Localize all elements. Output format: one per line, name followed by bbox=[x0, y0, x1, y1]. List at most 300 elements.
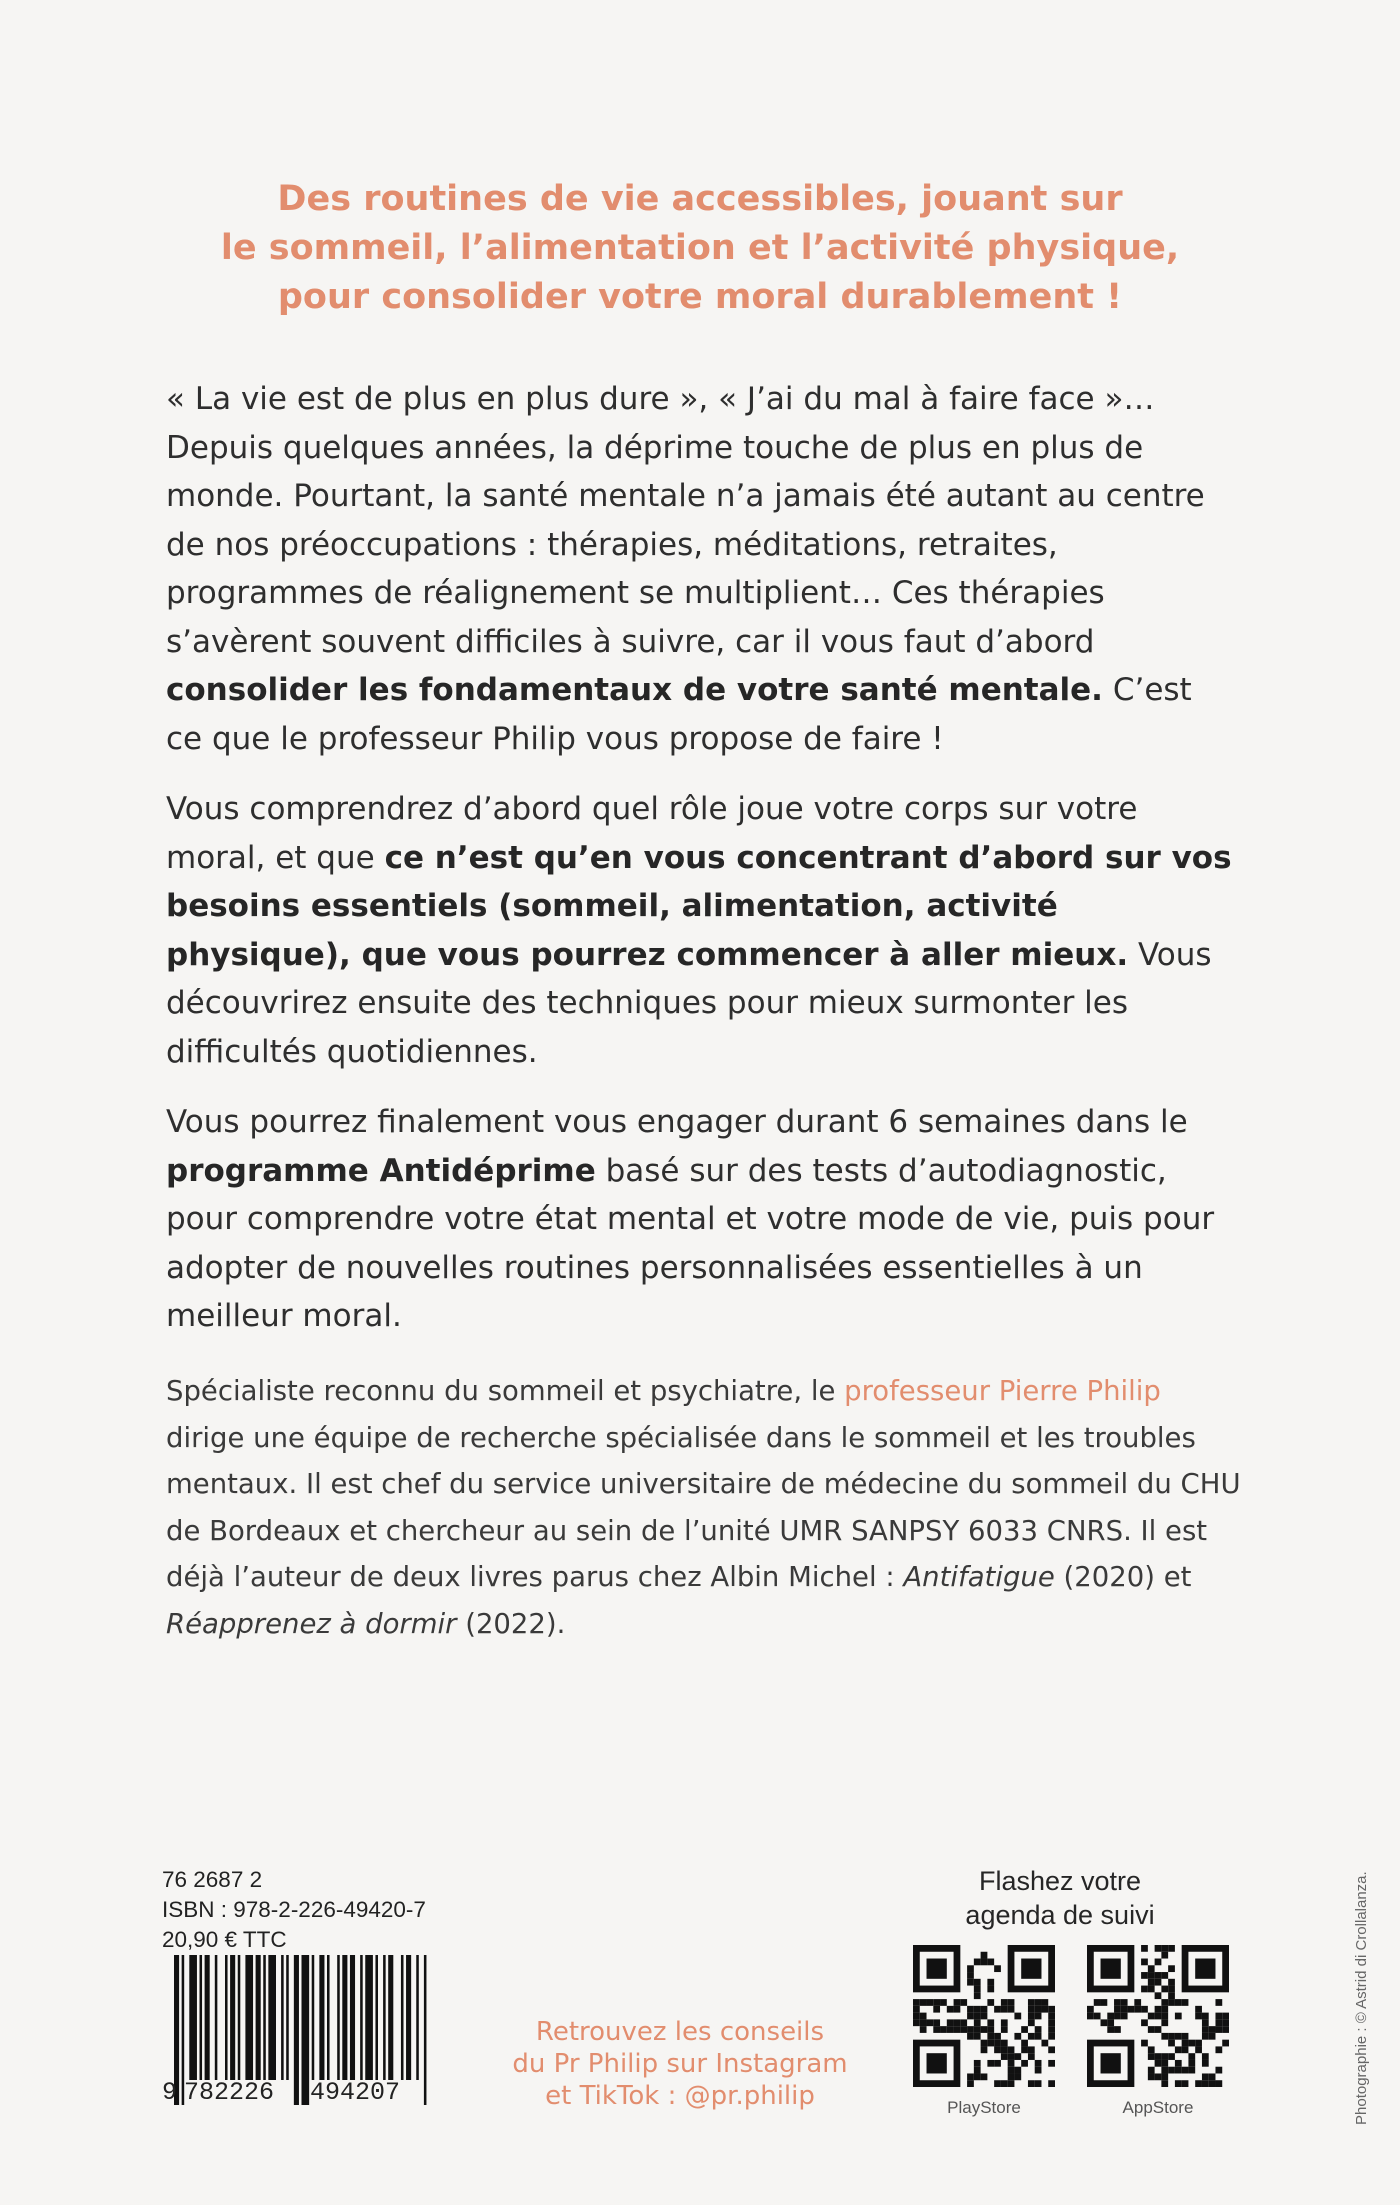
barcode-bar bbox=[225, 1955, 228, 2080]
qr-module bbox=[1161, 2033, 1168, 2040]
social-callout bbox=[475, 2016, 885, 2112]
qr-module bbox=[1161, 2013, 1168, 2020]
qr-module bbox=[1141, 1972, 1148, 1979]
qr-module bbox=[1161, 1945, 1168, 1952]
qr-module bbox=[1175, 2080, 1182, 2087]
qr-module bbox=[920, 2019, 927, 2026]
qr-module bbox=[1121, 2006, 1128, 2013]
barcode-bar bbox=[365, 1955, 373, 2080]
qr-module bbox=[947, 2026, 954, 2033]
barcode-bar bbox=[189, 1955, 197, 2080]
qr-module bbox=[994, 2006, 1001, 2013]
paragraph-3-text-a: Vous pourrez finalement vous engager durant 6 semaines dans le bbox=[166, 1104, 1188, 1140]
qr-module bbox=[1209, 2033, 1216, 2040]
qr-module bbox=[1155, 2013, 1162, 2020]
qr-module bbox=[974, 2033, 981, 2040]
barcode-digit-first: 9 bbox=[162, 2078, 178, 2107]
qr-module bbox=[913, 1999, 920, 2006]
qr-finder-inner bbox=[927, 2053, 947, 2073]
tagline-line-2: le sommeil, l’alimentation et l’activité physique, bbox=[220, 228, 1180, 268]
qr-module bbox=[994, 2040, 1001, 2047]
qr-module bbox=[960, 2019, 967, 2026]
qr-module bbox=[1188, 2060, 1195, 2067]
barcode-bar bbox=[416, 1955, 419, 2080]
qr-module bbox=[994, 2046, 1001, 2053]
qr-module bbox=[1028, 2006, 1035, 2013]
qr-module bbox=[1202, 2026, 1209, 2033]
qr-module bbox=[933, 2006, 940, 2013]
barcode-bar bbox=[238, 1955, 241, 2080]
barcode-bar bbox=[230, 1955, 235, 2080]
qr-module bbox=[1035, 2026, 1042, 2033]
qr-module bbox=[1182, 2080, 1189, 2087]
qr-module bbox=[967, 2006, 974, 2013]
qr-module bbox=[1008, 2073, 1015, 2080]
qr-module bbox=[1175, 2067, 1182, 2074]
qr-module bbox=[1001, 2080, 1008, 2087]
qr-module bbox=[1148, 2073, 1155, 2080]
qr-module bbox=[1134, 2006, 1141, 2013]
qr-module bbox=[1188, 2053, 1195, 2060]
qr-module bbox=[1195, 2013, 1202, 2020]
qr-module bbox=[974, 2019, 981, 2026]
qr-module bbox=[1035, 2080, 1042, 2087]
qr-module bbox=[1209, 2080, 1216, 2087]
qr-module bbox=[1202, 2019, 1209, 2026]
barcode-bar bbox=[200, 1955, 203, 2080]
qr-module bbox=[1202, 2033, 1209, 2040]
barcode-bar bbox=[281, 1955, 284, 2080]
qr-finder-inner bbox=[1101, 2053, 1121, 2073]
barcode-group-left: 782226 bbox=[184, 2078, 275, 2107]
barcode-bar bbox=[215, 1955, 218, 2080]
qr-module bbox=[1028, 2053, 1035, 2060]
qr-module bbox=[981, 1952, 988, 1959]
qr-module bbox=[1215, 1999, 1222, 2006]
qr-module bbox=[974, 2013, 981, 2020]
qr-module bbox=[1182, 2040, 1189, 2047]
social-line-2: du Pr Philip sur Instagram bbox=[512, 2049, 848, 2079]
barcode-bar bbox=[375, 1955, 378, 2080]
qr-module bbox=[1008, 2006, 1015, 2013]
barcode-group-right: 494207 bbox=[310, 2078, 401, 2107]
qr-module bbox=[1114, 2013, 1121, 2020]
qr-module bbox=[1182, 1999, 1189, 2006]
qr-module bbox=[1094, 1999, 1101, 2006]
qr-module bbox=[1141, 2006, 1148, 2013]
qr-module bbox=[1215, 2080, 1222, 2087]
paragraph-1-text-b: C’est ce que le professeur Philip vous propose de faire ! bbox=[166, 672, 1192, 757]
qr-module bbox=[1041, 2006, 1048, 2013]
qr-module bbox=[1087, 2006, 1094, 2013]
qr-module bbox=[1048, 2006, 1055, 2013]
qr-module bbox=[1021, 2060, 1028, 2067]
qr-module bbox=[967, 1979, 974, 1986]
qr-module bbox=[1209, 2026, 1216, 2033]
qr-module bbox=[967, 1972, 974, 1979]
barcode-bar bbox=[406, 1955, 411, 2080]
qr-module bbox=[1021, 2040, 1028, 2047]
qr-module bbox=[1134, 1999, 1141, 2006]
qr-module bbox=[1188, 2067, 1195, 2074]
qr-module bbox=[987, 1999, 994, 2006]
qr-module bbox=[1008, 1999, 1015, 2006]
qr-module bbox=[1195, 2046, 1202, 2053]
qr-module bbox=[1148, 2013, 1155, 2020]
qr-module bbox=[1215, 2046, 1222, 2053]
qr-module bbox=[1202, 2013, 1209, 2020]
qr-module bbox=[1107, 2013, 1114, 2020]
qr-module bbox=[1161, 1999, 1168, 2006]
qr-module bbox=[1182, 2067, 1189, 2074]
qr-module bbox=[920, 2026, 927, 2033]
qr-module bbox=[967, 1965, 974, 1972]
qr-module bbox=[1141, 2040, 1148, 2047]
qr-module bbox=[1001, 2026, 1008, 2033]
qr-module bbox=[1035, 1999, 1042, 2006]
paragraph-1-bold: consolider les fondamentaux de votre santé mentale. bbox=[166, 672, 1103, 708]
qr-module bbox=[1101, 2019, 1108, 2026]
qr-heading-line-1: Flashez votre bbox=[978, 1866, 1142, 1896]
barcode-bar bbox=[342, 1955, 347, 2080]
qr-module bbox=[974, 2067, 981, 2074]
qr-module bbox=[920, 1999, 927, 2006]
qr-module bbox=[1107, 2019, 1114, 2026]
qr-module bbox=[981, 2046, 988, 2053]
qr-module bbox=[1168, 2053, 1175, 2060]
qr-module bbox=[1161, 2019, 1168, 2026]
qr-module bbox=[1209, 2073, 1216, 2080]
qr-code-playstore[interactable] bbox=[913, 1945, 1055, 2087]
qr-code-appstore[interactable] bbox=[1087, 1945, 1229, 2087]
qr-module bbox=[981, 1959, 988, 1966]
qr-module bbox=[954, 1999, 961, 2006]
qr-module bbox=[1195, 2080, 1202, 2087]
qr-module bbox=[1161, 2006, 1168, 2013]
qr-module bbox=[967, 2073, 974, 2080]
bio-text-c: (2020) et bbox=[1054, 1561, 1192, 1593]
qr-module bbox=[981, 2026, 988, 2033]
qr-module bbox=[981, 2013, 988, 2020]
tagline-line-1: Des routines de vie accessibles, jouant sur bbox=[277, 179, 1123, 219]
qr-module bbox=[974, 1986, 981, 1993]
qr-module bbox=[981, 2073, 988, 2080]
qr-module bbox=[994, 2060, 1001, 2067]
qr-finder-inner bbox=[1101, 1959, 1121, 1979]
qr-module bbox=[974, 1992, 981, 1999]
qr-module bbox=[1141, 1945, 1148, 1952]
qr-module bbox=[1014, 2033, 1021, 2040]
qr-module bbox=[994, 1965, 1001, 1972]
barcode-bar bbox=[337, 1955, 340, 2080]
qr-label-appstore: AppStore bbox=[1122, 2098, 1194, 2117]
qr-module bbox=[1141, 1986, 1148, 1993]
qr-module bbox=[1168, 1999, 1175, 2006]
paragraph-3-bold: programme Antidéprime bbox=[166, 1152, 596, 1189]
qr-module bbox=[1155, 2053, 1162, 2060]
qr-module bbox=[1035, 2060, 1042, 2067]
barcode-bar bbox=[388, 1955, 393, 2080]
isbn: ISBN : 978-2-226-49420-7 bbox=[162, 1897, 426, 1922]
qr-module bbox=[954, 2019, 961, 2026]
bio-text-a: Spécialiste reconnu du sommeil et psychiatre, le bbox=[166, 1375, 845, 1407]
barcode-bar bbox=[268, 1955, 276, 2080]
tagline-line-3: pour consolider votre moral durablement ! bbox=[277, 277, 1123, 317]
author-bio bbox=[166, 1368, 1246, 1647]
qr-module bbox=[1168, 1992, 1175, 1999]
qr-module bbox=[1161, 1972, 1168, 1979]
qr-module bbox=[1035, 2006, 1042, 2013]
qr-module bbox=[927, 1999, 934, 2006]
qr-module bbox=[1168, 1965, 1175, 1972]
qr-module bbox=[1001, 2053, 1008, 2060]
qr-module bbox=[1008, 2060, 1015, 2067]
paragraph-2-text-a: Vous comprendrez d’abord quel rôle joue votre corps sur votre moral, et que bbox=[166, 791, 1138, 876]
qr-module bbox=[974, 1959, 981, 1966]
qr-module bbox=[947, 2006, 954, 2013]
qr-module bbox=[1048, 2026, 1055, 2033]
qr-module bbox=[1155, 1992, 1162, 1999]
qr-module bbox=[967, 2080, 974, 2087]
qr-module bbox=[1195, 2040, 1202, 2047]
qr-module bbox=[967, 2026, 974, 2033]
qr-module bbox=[1168, 2033, 1175, 2040]
barcode-number bbox=[162, 2078, 432, 2108]
bio-text-d: (2022). bbox=[456, 1607, 566, 1640]
qr-module bbox=[1168, 2067, 1175, 2074]
qr-module bbox=[913, 2019, 920, 2026]
qr-module bbox=[1168, 1986, 1175, 1993]
qr-module bbox=[1195, 2006, 1202, 2013]
qr-module bbox=[920, 2013, 927, 2020]
qr-module bbox=[1175, 2013, 1182, 2020]
qr-module bbox=[913, 2006, 920, 2013]
qr-module bbox=[974, 2026, 981, 2033]
blurb bbox=[166, 375, 1236, 1363]
qr-module bbox=[994, 2080, 1001, 2087]
qr-module bbox=[1028, 1999, 1035, 2006]
qr-module bbox=[1128, 2006, 1135, 2013]
barcode-bar bbox=[312, 1955, 315, 2080]
barcode-bar bbox=[360, 1955, 363, 2080]
qr-module bbox=[1008, 2053, 1015, 2060]
qr-module bbox=[981, 2006, 988, 2013]
qr-module bbox=[1222, 2019, 1229, 2026]
qr-module bbox=[1014, 2013, 1021, 2020]
qr-module bbox=[1048, 2033, 1055, 2040]
qr-module bbox=[1048, 2080, 1055, 2087]
qr-module bbox=[974, 2060, 981, 2067]
qr-module bbox=[1175, 2046, 1182, 2053]
qr-module bbox=[1155, 2073, 1162, 2080]
qr-module bbox=[987, 2040, 994, 2047]
qr-module bbox=[1148, 2046, 1155, 2053]
qr-module bbox=[967, 2013, 974, 2020]
qr-module bbox=[967, 2033, 974, 2040]
barcode-bar bbox=[263, 1955, 266, 2080]
qr-module bbox=[1028, 2033, 1035, 2040]
paragraph-1-text-a: « La vie est de plus en plus dure », « J’ai du mal à faire face »… Depuis quelques années, la déprime touche de plus en plus de monde. Pourtant, la santé mentale n’a jamais été autant au centre de nos préoccupations : thérapies, méditations, retraites, programmes de réalignement se multiplient… Ces thérapies s’avèrent souvent difficiles à suivre, car il vous faut d’abord bbox=[166, 381, 1205, 660]
qr-module bbox=[1021, 2046, 1028, 2053]
qr-module bbox=[1155, 2006, 1162, 2013]
qr-module bbox=[1161, 1952, 1168, 1959]
product-code: 76 2687 2 bbox=[162, 1867, 263, 1892]
qr-finder-inner bbox=[927, 1959, 947, 1979]
qr-module bbox=[954, 2026, 961, 2033]
tagline bbox=[140, 175, 1260, 322]
qr-module bbox=[1041, 2040, 1048, 2047]
qr-module bbox=[1202, 2060, 1209, 2067]
qr-label-playstore: PlayStore bbox=[947, 2098, 1021, 2117]
qr-module bbox=[1161, 2073, 1168, 2080]
qr-module bbox=[1148, 2053, 1155, 2060]
qr-module bbox=[1114, 2006, 1121, 2013]
blurb-paragraph-1 bbox=[166, 375, 1236, 763]
qr-module bbox=[1141, 1959, 1148, 1966]
barcode-bar bbox=[319, 1955, 324, 2080]
qr-module bbox=[1161, 2053, 1168, 2060]
qr-module bbox=[1155, 1945, 1162, 1952]
qr-module bbox=[1101, 1999, 1108, 2006]
qr-module bbox=[987, 1979, 994, 1986]
qr-module bbox=[1161, 2060, 1168, 2067]
qr-module bbox=[1175, 2033, 1182, 2040]
qr-module bbox=[1202, 2053, 1209, 2060]
qr-module bbox=[1148, 2026, 1155, 2033]
qr-module bbox=[987, 2026, 994, 2033]
qr-module bbox=[1202, 2080, 1209, 2087]
qr-module bbox=[1188, 2040, 1195, 2047]
qr-module bbox=[1121, 1999, 1128, 2006]
qr-module bbox=[1155, 2060, 1162, 2067]
qr-module bbox=[1028, 2080, 1035, 2087]
qr-module bbox=[1114, 1999, 1121, 2006]
qr-module bbox=[987, 2019, 994, 2026]
qr-module bbox=[933, 2026, 940, 2033]
blurb-paragraph-2 bbox=[166, 785, 1236, 1076]
barcode-bar bbox=[205, 1955, 210, 2080]
qr-module bbox=[1141, 2019, 1148, 2026]
qr-module bbox=[960, 2026, 967, 2033]
qr-module bbox=[1148, 1986, 1155, 1993]
barcode-bar bbox=[401, 1955, 404, 2080]
qr-module bbox=[940, 2026, 947, 2033]
qr-module bbox=[1222, 2040, 1229, 2047]
qr-module bbox=[1021, 2026, 1028, 2033]
qr-module bbox=[1161, 1986, 1168, 1993]
bio-text-b: dirige une équipe de recherche spécialisée dans le sommeil et les troubles mentaux. Il est chef du service universitaire de médecine du sommeil du CHU de Bordeaux et chercheur au sein de l’unité UMR SANPSY 6033 CNRS. Il est déjà l’auteur de deux livres parus chez Albin Michel : bbox=[166, 1421, 1241, 1593]
qr-module bbox=[913, 2013, 920, 2020]
qr-module bbox=[1161, 2080, 1168, 2087]
qr-module bbox=[1087, 2013, 1094, 2020]
barcode-bar bbox=[286, 1955, 289, 2080]
qr-module bbox=[974, 2006, 981, 2013]
qr-finder-inner bbox=[1021, 1959, 1041, 1979]
qr-module bbox=[954, 2006, 961, 2013]
qr-module bbox=[933, 1999, 940, 2006]
qr-module bbox=[987, 2033, 994, 2040]
qr-module bbox=[933, 2019, 940, 2026]
qr-module bbox=[1175, 2060, 1182, 2067]
qr-module bbox=[960, 1999, 967, 2006]
barcode-bar bbox=[350, 1955, 355, 2080]
qr-module bbox=[1215, 2019, 1222, 2026]
qr-module bbox=[1155, 2026, 1162, 2033]
barcode-bar bbox=[327, 1955, 330, 2080]
qr-module bbox=[1107, 2026, 1114, 2033]
qr-module bbox=[1215, 2013, 1222, 2020]
qr-heading bbox=[900, 1864, 1220, 1932]
qr-module bbox=[1094, 2013, 1101, 2020]
qr-module bbox=[1035, 2067, 1042, 2074]
qr-module bbox=[1035, 2013, 1042, 2020]
qr-module bbox=[1001, 2019, 1008, 2026]
qr-module bbox=[974, 2073, 981, 2080]
qr-module bbox=[1048, 2060, 1055, 2067]
paragraph-3-text-b: basé sur des tests d’autodiagnostic, pour comprendre votre état mental et votre mode de vie, puis pour adopter de nouvelles routines personnalisées essentielles à un meilleur moral. bbox=[166, 1152, 1215, 1334]
qr-module bbox=[1048, 2046, 1055, 2053]
photo-credit: Photographie : © Astrid di Crollalanza. bbox=[1353, 1871, 1370, 2125]
qr-heading-line-2: agenda de suivi bbox=[965, 1900, 1155, 1930]
barcode-bar bbox=[245, 1955, 253, 2080]
paragraph-2-text-b: Vous découvrirez ensuite des techniques pour mieux surmonter les difficultés quotidiennes. bbox=[166, 936, 1212, 1070]
qr-module bbox=[1222, 2013, 1229, 2020]
qr-module bbox=[1014, 2073, 1021, 2080]
qr-module bbox=[1041, 1999, 1048, 2006]
product-info bbox=[162, 1865, 482, 1955]
qr-module bbox=[1028, 2013, 1035, 2020]
social-line-3: et TikTok : @pr.philip bbox=[545, 2081, 815, 2111]
qr-module bbox=[1028, 2019, 1035, 2026]
qr-module bbox=[1182, 2033, 1189, 2040]
qr-module bbox=[1155, 1959, 1162, 1966]
qr-module bbox=[987, 2060, 994, 2067]
qr-module bbox=[1161, 2067, 1168, 2074]
qr-module bbox=[1008, 2046, 1015, 2053]
qr-module bbox=[1048, 2013, 1055, 2020]
book-title-1: Antifatigue bbox=[903, 1561, 1055, 1593]
qr-module bbox=[1001, 2040, 1008, 2047]
qr-module bbox=[981, 2040, 988, 2047]
qr-module bbox=[1168, 1979, 1175, 1986]
barcode-bar bbox=[383, 1955, 386, 2080]
qr-module bbox=[1001, 1999, 1008, 2006]
qr-module bbox=[1014, 2053, 1021, 2060]
qr-module bbox=[1222, 2026, 1229, 2033]
qr-module bbox=[1114, 2026, 1121, 2033]
price: 20,90 € TTC bbox=[162, 1927, 287, 1952]
qr-module bbox=[947, 2019, 954, 2026]
qr-module bbox=[994, 2033, 1001, 2040]
qr-module bbox=[1001, 2046, 1008, 2053]
qr-module bbox=[1035, 2033, 1042, 2040]
qr-module bbox=[987, 1986, 994, 1993]
qr-module bbox=[927, 2019, 934, 2026]
social-line-1: Retrouvez les conseils bbox=[535, 2017, 825, 2047]
qr-module bbox=[1148, 1972, 1155, 1979]
qr-module bbox=[1155, 1972, 1162, 1979]
barcode-bar bbox=[256, 1955, 261, 2080]
qr-module bbox=[1155, 1979, 1162, 1986]
qr-module bbox=[974, 1979, 981, 1986]
qr-module bbox=[1175, 1999, 1182, 2006]
qr-module bbox=[1215, 2067, 1222, 2074]
qr-module bbox=[1008, 2080, 1015, 2087]
qr-finder-inner bbox=[1195, 1959, 1215, 1979]
qr-module bbox=[1168, 1945, 1175, 1952]
qr-module bbox=[1008, 2067, 1015, 2074]
qr-module bbox=[1001, 2006, 1008, 2013]
